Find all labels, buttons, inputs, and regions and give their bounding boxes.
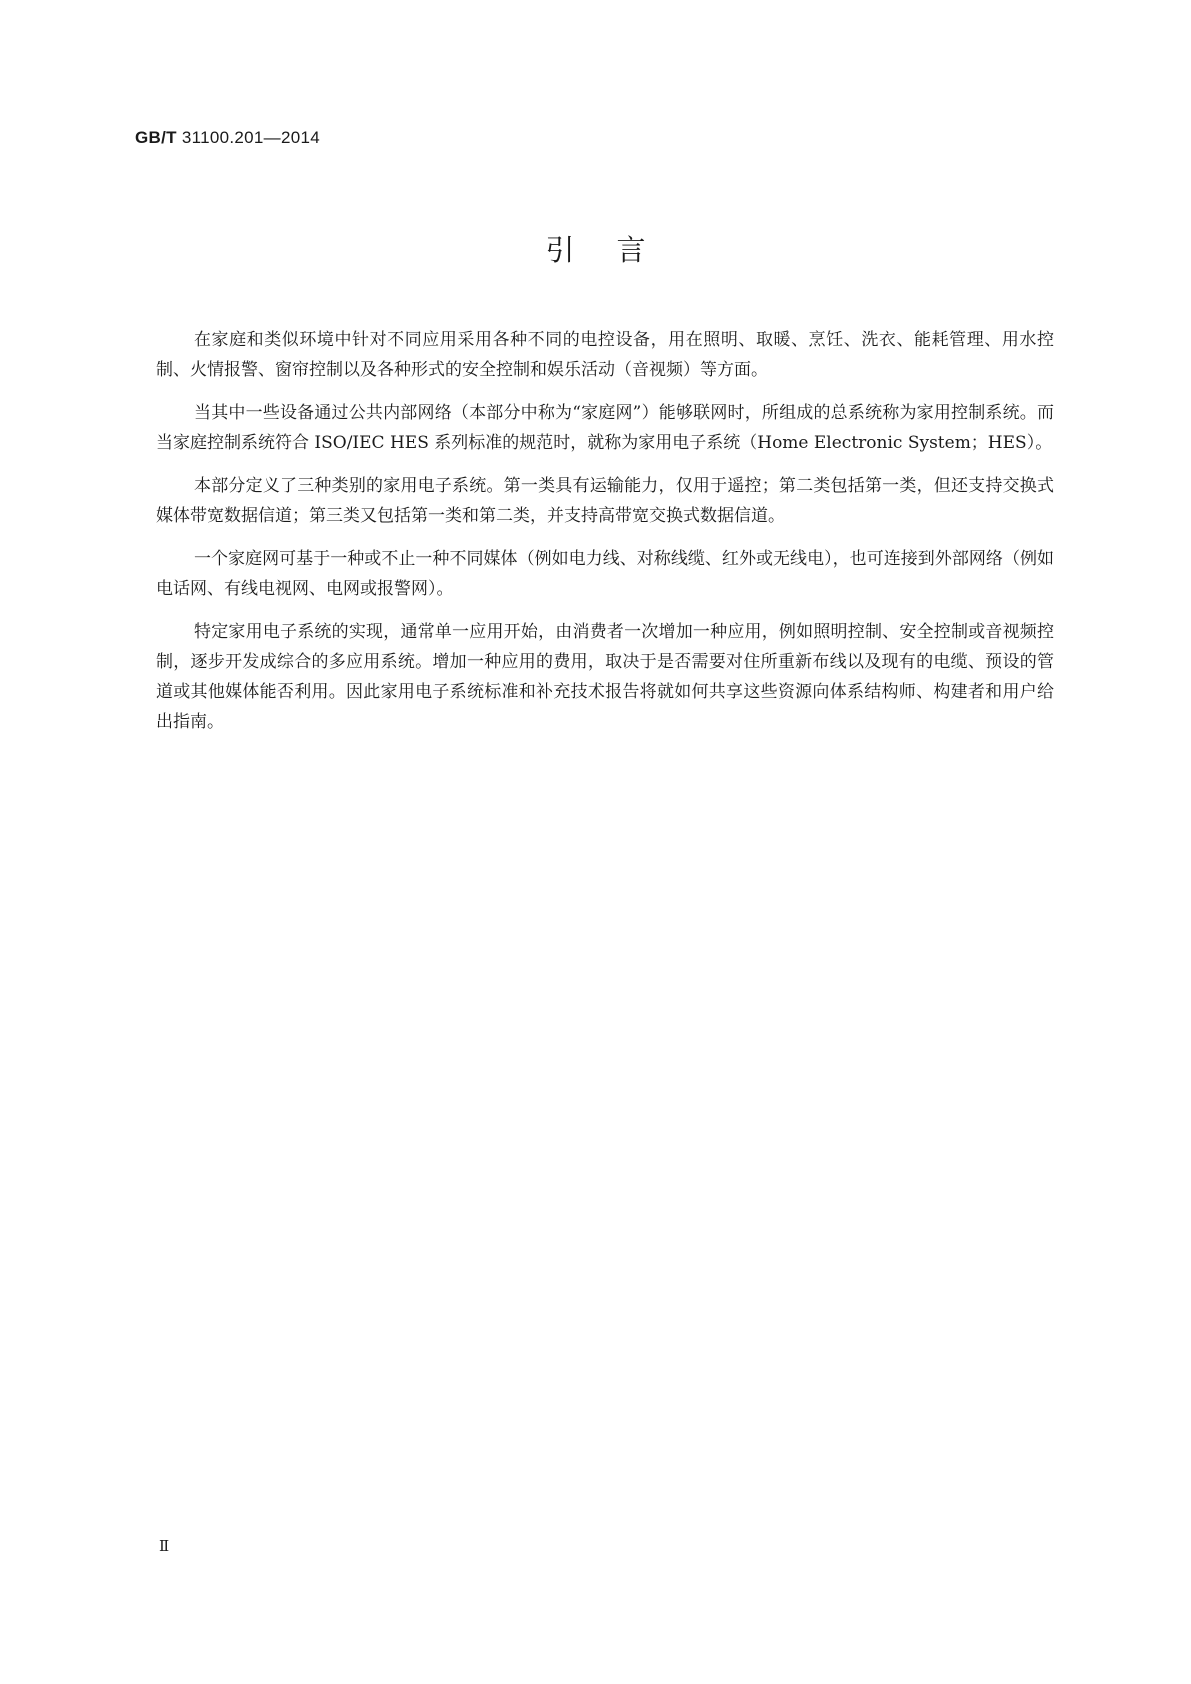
paragraph-1: 在家庭和类似环境中针对不同应用采用各种不同的电控设备，用在照明、取暖、烹饪、洗衣、能耗管理、用水控制、火情报警、窗帘控制以及各种形式的安全控制和娱乐活动（音视频）等方面。	[156, 330, 1054, 380]
paragraph-2: 当其中一些设备通过公共内部网络（本部分中称为“家庭网”）能够联网时，所组成的总系统称为家用控制系统。而当家庭控制系统符合 ISO/IEC HES 系列标准的规范时，就称为家用电子系统（Home Electronic System；HES）。	[156, 403, 1054, 453]
standard-code	[135, 128, 320, 148]
standard-number: 31100.201—2014	[181, 128, 320, 147]
page-number: Ⅱ	[159, 1537, 170, 1555]
paragraph-4: 一个家庭网可基于一种或不止一种不同媒体（例如电力线、对称线缆、红外或无线电），也可连接到外部网络（例如电话网、有线电视网、电网或报警网）。	[156, 549, 1054, 599]
page-title: 引言	[545, 233, 688, 267]
standard-prefix: GB/T	[135, 128, 177, 147]
paragraph-3: 本部分定义了三种类别的家用电子系统。第一类具有运输能力，仅用于遥控；第二类包括第一类，但还支持交换式媒体带宽数据信道；第三类又包括第一类和第二类，并支持高带宽交换式数据信道。	[156, 476, 1054, 526]
introduction-body	[156, 325, 1054, 750]
paragraph-5: 特定家用电子系统的实现，通常单一应用开始，由消费者一次增加一种应用，例如照明控制、安全控制或音视频控制，逐步开发成综合的多应用系统。增加一种应用的费用，取决于是否需要对住所重新布线以及现有的电缆、预设的管道或其他媒体能否利用。因此家用电子系统标准和补充技术报告将就如何共享这些资源向体系结构师、构建者和用户给出指南。	[156, 622, 1054, 732]
